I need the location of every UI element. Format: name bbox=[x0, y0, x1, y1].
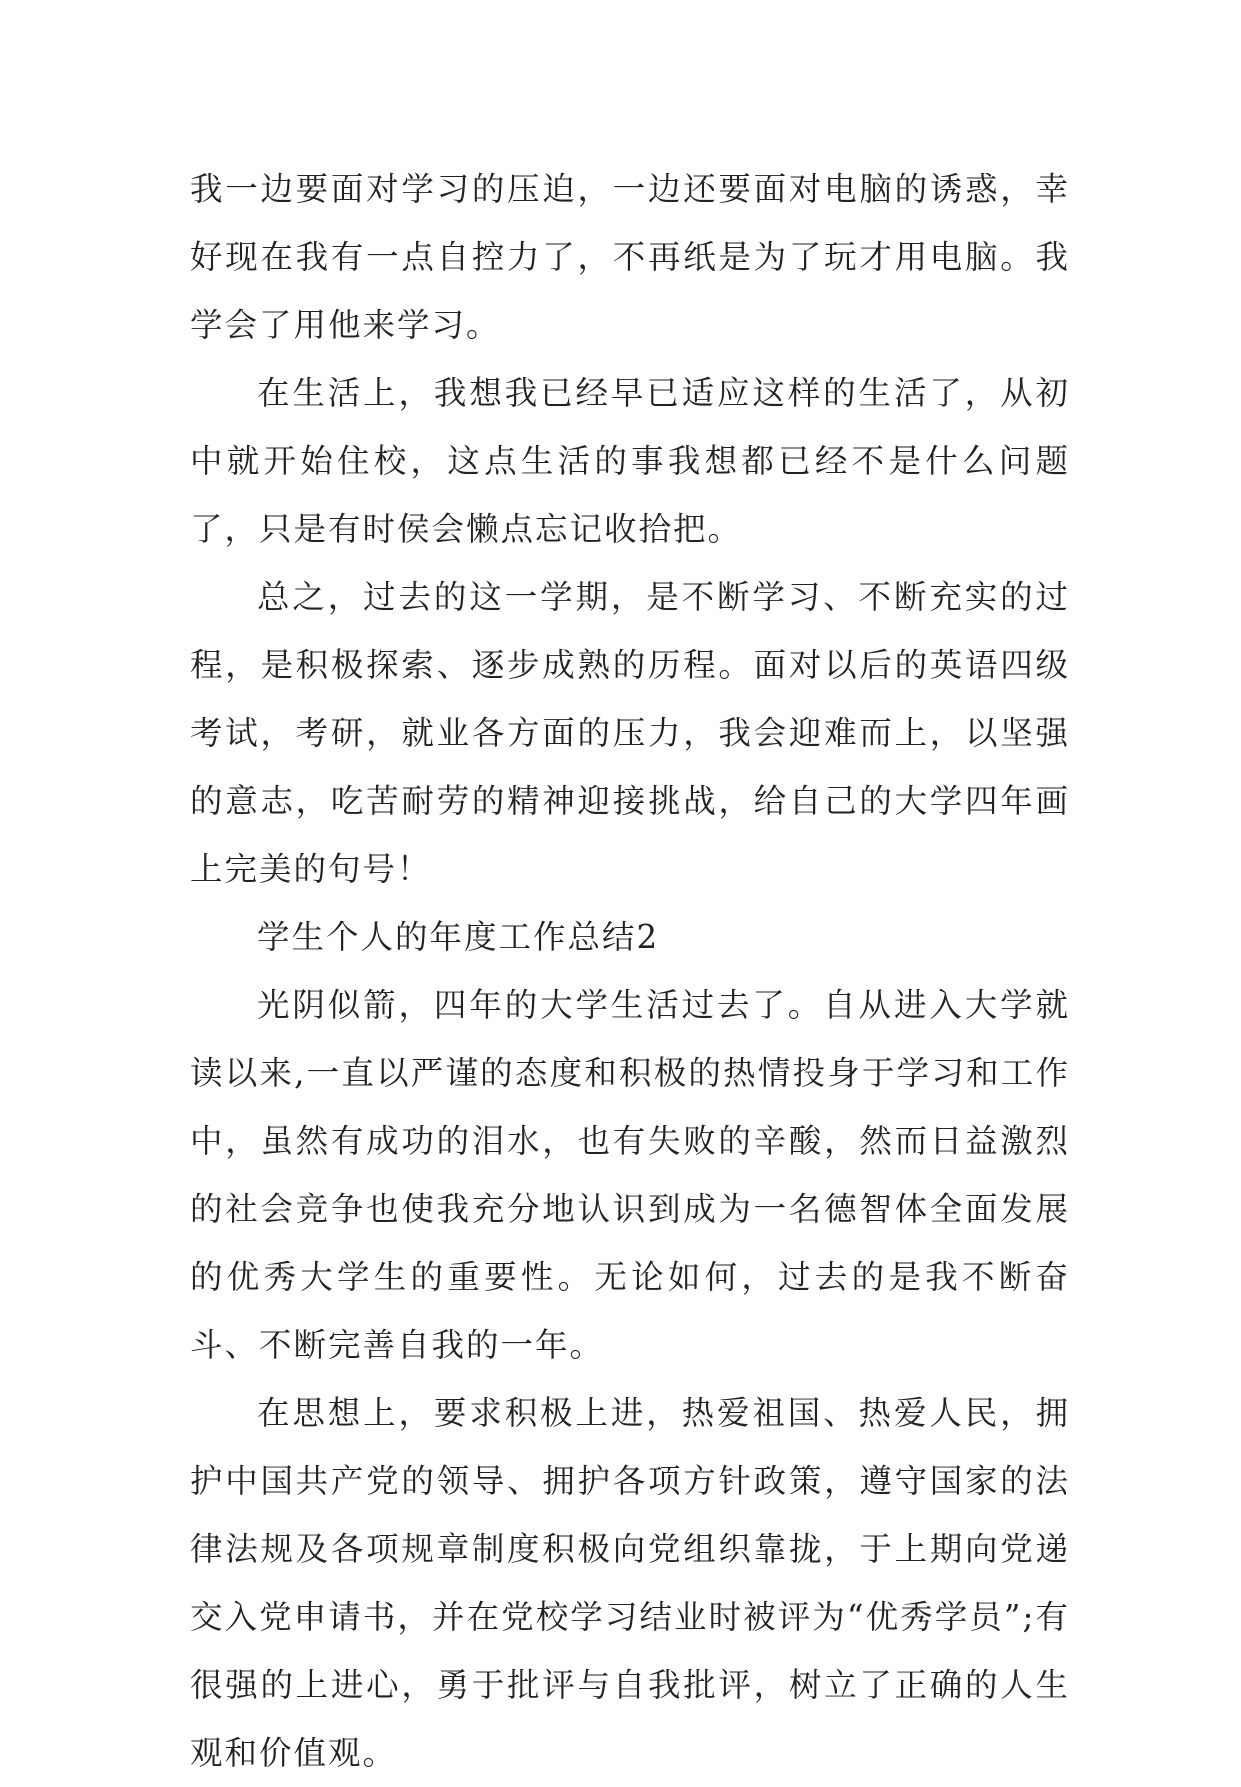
paragraph-life: 在生活上，我想我已经早已适应这样的生活了，从初中就开始住校，这点生活的事我想都已经不是什么问题了，只是有时侯会懒点忘记收拾把。 bbox=[190, 374, 1070, 548]
paragraph-summary: 总之，过去的这一学期，是不断学习、不断充实的过程，是积极探索、逐步成熟的历程。面对以后的英语四级考试，考研，就业各方面的压力，我会迎难而上，以坚强的意志，吃苦耐劳的精神迎接挑战，给自己的大学四年画上完美的句号！ bbox=[190, 578, 1070, 888]
paragraph-intro: 光阴似箭，四年的大学生活过去了。自从进入大学就读以来,一直以严谨的态度和积极的热情投身于学习和工作中，虽然有成功的泪水，也有失败的辛酸，然而日益激烈的社会竞争也使我充分地认识到成为一名德智体全面发展的优秀大学生的重要性。无论如何，过去的是我不断奋斗、不断完善自我的一年。 bbox=[190, 986, 1070, 1364]
section-heading: 学生个人的年度工作总结2 bbox=[257, 918, 660, 956]
paragraph-ideology: 在思想上，要求积极上进，热爱祖国、热爱人民，拥护中国共产党的领导、拥护各项方针政策，遵守国家的法律法规及各项规章制度积极向党组织靠拢，于上期向党递交入党申请书，并在党校学习结业时被评为“优秀学员”;有很强的上进心，勇于批评与自我批评，树立了正确的人生观和价值观。 bbox=[190, 1394, 1070, 1772]
paragraph-continuation: 我一边要面对学习的压迫，一边还要面对电脑的诱惑，幸好现在我有一点自控力了，不再纸是为了玩才用电脑。我学会了用他来学习。 bbox=[190, 170, 1070, 344]
document-body bbox=[190, 155, 1070, 1787]
